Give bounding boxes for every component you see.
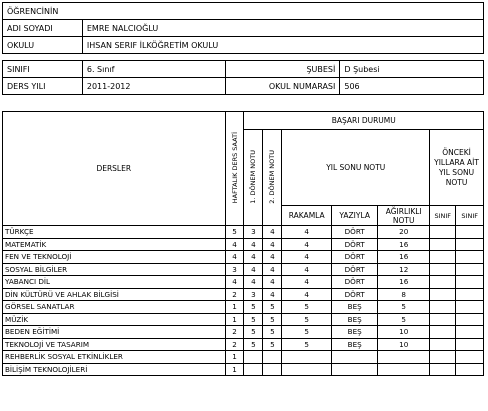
school-label: OKULU <box>3 37 83 54</box>
cell-agir: 5 <box>378 313 430 326</box>
grades-table <box>2 111 484 376</box>
cell-onceki-empty <box>430 313 456 326</box>
table-row <box>3 351 484 364</box>
table-row <box>3 326 484 339</box>
header-onceki: ÖNCEKİ YILLARA AİT YIL SONU NOTU <box>430 130 484 206</box>
cell-d2: 4 <box>263 251 282 264</box>
cell-saat: 1 <box>225 363 244 376</box>
cell-rakam: 4 <box>282 288 332 301</box>
cell-onceki-empty <box>456 276 484 289</box>
cell-d2: 4 <box>263 238 282 251</box>
cell-agir: 20 <box>378 226 430 239</box>
cell-saat: 4 <box>225 251 244 264</box>
cell-d2: 5 <box>263 326 282 339</box>
cell-agir: 16 <box>378 251 430 264</box>
cell-saat: 1 <box>225 313 244 326</box>
cell-rakam <box>282 351 332 364</box>
header-yaziyla: YAZIYLA <box>331 206 377 226</box>
cell-d2: 4 <box>263 288 282 301</box>
cell-rakam: 4 <box>282 276 332 289</box>
cell-ders: DİN KÜLTÜRÜ VE AHLAK BİLGİSİ <box>3 288 226 301</box>
cell-rakam: 5 <box>282 313 332 326</box>
cell-agir: 16 <box>378 238 430 251</box>
cell-rakam: 4 <box>282 263 332 276</box>
cell-saat: 2 <box>225 288 244 301</box>
cell-ders: FEN VE TEKNOLOJİ <box>3 251 226 264</box>
table-row <box>3 301 484 314</box>
school-value: IHSAN SERIF İLKÖĞRETİM OKULU <box>82 37 483 54</box>
cell-yazi: BEŞ <box>331 301 377 314</box>
cell-rakam: 5 <box>282 338 332 351</box>
cell-yazi: BEŞ <box>331 338 377 351</box>
cell-yazi: DÖRT <box>331 263 377 276</box>
cell-onceki-empty <box>430 251 456 264</box>
table-row <box>3 288 484 301</box>
table-row <box>3 313 484 326</box>
cell-onceki-empty <box>430 351 456 364</box>
cell-d2: 5 <box>263 338 282 351</box>
cell-d1: 4 <box>244 238 263 251</box>
cell-saat: 5 <box>225 226 244 239</box>
cell-agir <box>378 363 430 376</box>
branch-label: ŞUBESİ <box>225 61 340 78</box>
cell-onceki-empty <box>430 363 456 376</box>
cell-yazi: DÖRT <box>331 276 377 289</box>
year-label: DERS YILI <box>3 78 83 95</box>
cell-onceki-empty <box>430 263 456 276</box>
cell-agir <box>378 351 430 364</box>
cell-agir: 5 <box>378 301 430 314</box>
cell-saat: 2 <box>225 338 244 351</box>
header-haftalik: HAFTALIK DERS SAATİ <box>225 112 244 226</box>
cell-onceki-empty <box>456 351 484 364</box>
header-sinif-1: SINIF <box>430 206 456 226</box>
number-value: 506 <box>340 78 484 95</box>
name-label: ADI SOYADI <box>3 20 83 37</box>
cell-rakam: 4 <box>282 226 332 239</box>
cell-d2: 5 <box>263 313 282 326</box>
cell-yazi <box>331 351 377 364</box>
cell-d2: 4 <box>263 226 282 239</box>
cell-rakam: 4 <box>282 251 332 264</box>
cell-agir: 16 <box>378 276 430 289</box>
table-row <box>3 263 484 276</box>
cell-onceki-empty <box>456 338 484 351</box>
class-label: SINIFI <box>3 61 83 78</box>
cell-ders: MATEMATİK <box>3 238 226 251</box>
cell-saat: 3 <box>225 263 244 276</box>
cell-rakam <box>282 363 332 376</box>
cell-onceki-empty <box>430 338 456 351</box>
cell-agir: 8 <box>378 288 430 301</box>
cell-ders: BİLİŞİM TEKNOLOJİLERİ <box>3 363 226 376</box>
cell-agir: 12 <box>378 263 430 276</box>
cell-onceki-empty <box>430 226 456 239</box>
cell-ders: MÜZİK <box>3 313 226 326</box>
cell-d1: 5 <box>244 338 263 351</box>
cell-onceki-empty <box>430 288 456 301</box>
cell-ders: SOSYAL BİLGİLER <box>3 263 226 276</box>
cell-onceki-empty <box>456 326 484 339</box>
cell-saat: 2 <box>225 326 244 339</box>
branch-value: D Şubesi <box>340 61 484 78</box>
cell-onceki-empty <box>430 238 456 251</box>
header-basari: BAŞARI DURUMU <box>244 112 484 130</box>
header-dersler: DERSLER <box>3 112 226 226</box>
cell-onceki-empty <box>430 326 456 339</box>
table-row <box>3 363 484 376</box>
table-row <box>3 276 484 289</box>
header-rakamla: RAKAMLA <box>282 206 332 226</box>
table-row <box>3 226 484 239</box>
cell-yazi: BEŞ <box>331 313 377 326</box>
cell-d1: 3 <box>244 288 263 301</box>
cell-saat: 4 <box>225 276 244 289</box>
header-donem2: 2. DÖNEM NOTU <box>263 130 282 226</box>
cell-onceki-empty <box>456 263 484 276</box>
cell-onceki-empty <box>456 313 484 326</box>
cell-ders: TÜRKÇE <box>3 226 226 239</box>
cell-yazi: DÖRT <box>331 238 377 251</box>
cell-d2 <box>263 363 282 376</box>
table-row <box>3 251 484 264</box>
cell-agir: 10 <box>378 338 430 351</box>
cell-onceki-empty <box>456 226 484 239</box>
spacer <box>3 54 484 61</box>
cell-d1: 4 <box>244 251 263 264</box>
cell-d2: 4 <box>263 276 282 289</box>
student-info-table <box>2 2 484 95</box>
cell-onceki-empty <box>456 363 484 376</box>
cell-d1: 5 <box>244 301 263 314</box>
cell-onceki-empty <box>456 288 484 301</box>
section-title: ÖĞRENCİNİN <box>3 3 484 20</box>
number-label: OKUL NUMARASI <box>225 78 340 95</box>
cell-yazi: DÖRT <box>331 226 377 239</box>
header-donem1: 1. DÖNEM NOTU <box>244 130 263 226</box>
table-row <box>3 338 484 351</box>
cell-d1: 4 <box>244 276 263 289</box>
cell-rakam: 4 <box>282 238 332 251</box>
cell-d1 <box>244 351 263 364</box>
cell-yazi: DÖRT <box>331 251 377 264</box>
cell-rakam: 5 <box>282 301 332 314</box>
cell-d2: 4 <box>263 263 282 276</box>
cell-d1: 4 <box>244 263 263 276</box>
cell-d1: 5 <box>244 326 263 339</box>
cell-saat: 1 <box>225 351 244 364</box>
header-yil-sonu: YIL SONU NOTU <box>282 130 430 206</box>
cell-ders: GÖRSEL SANATLAR <box>3 301 226 314</box>
cell-ders: BEDEN EĞİTİMİ <box>3 326 226 339</box>
cell-agir: 10 <box>378 326 430 339</box>
cell-d1: 5 <box>244 313 263 326</box>
cell-ders: YABANCI DİL <box>3 276 226 289</box>
header-agirlikli: AĞIRLIKLI NOTU <box>378 206 430 226</box>
table-row <box>3 238 484 251</box>
cell-yazi: DÖRT <box>331 288 377 301</box>
cell-d2 <box>263 351 282 364</box>
cell-yazi <box>331 363 377 376</box>
name-value: EMRE NALCIOĞLU <box>82 20 483 37</box>
cell-ders: TEKNOLOJİ VE TASARIM <box>3 338 226 351</box>
cell-d1 <box>244 363 263 376</box>
cell-onceki-empty <box>456 238 484 251</box>
cell-saat: 1 <box>225 301 244 314</box>
year-value: 2011-2012 <box>82 78 225 95</box>
cell-onceki-empty <box>456 251 484 264</box>
cell-d1: 3 <box>244 226 263 239</box>
cell-rakam: 5 <box>282 326 332 339</box>
cell-ders: REHBERLİK SOSYAL ETKİNLİKLER <box>3 351 226 364</box>
cell-yazi: BEŞ <box>331 326 377 339</box>
cell-onceki-empty <box>430 276 456 289</box>
header-sinif-2: SINIF <box>456 206 484 226</box>
cell-onceki-empty <box>430 301 456 314</box>
cell-saat: 4 <box>225 238 244 251</box>
class-value: 6. Sınıf <box>82 61 225 78</box>
cell-onceki-empty <box>456 301 484 314</box>
cell-d2: 5 <box>263 301 282 314</box>
